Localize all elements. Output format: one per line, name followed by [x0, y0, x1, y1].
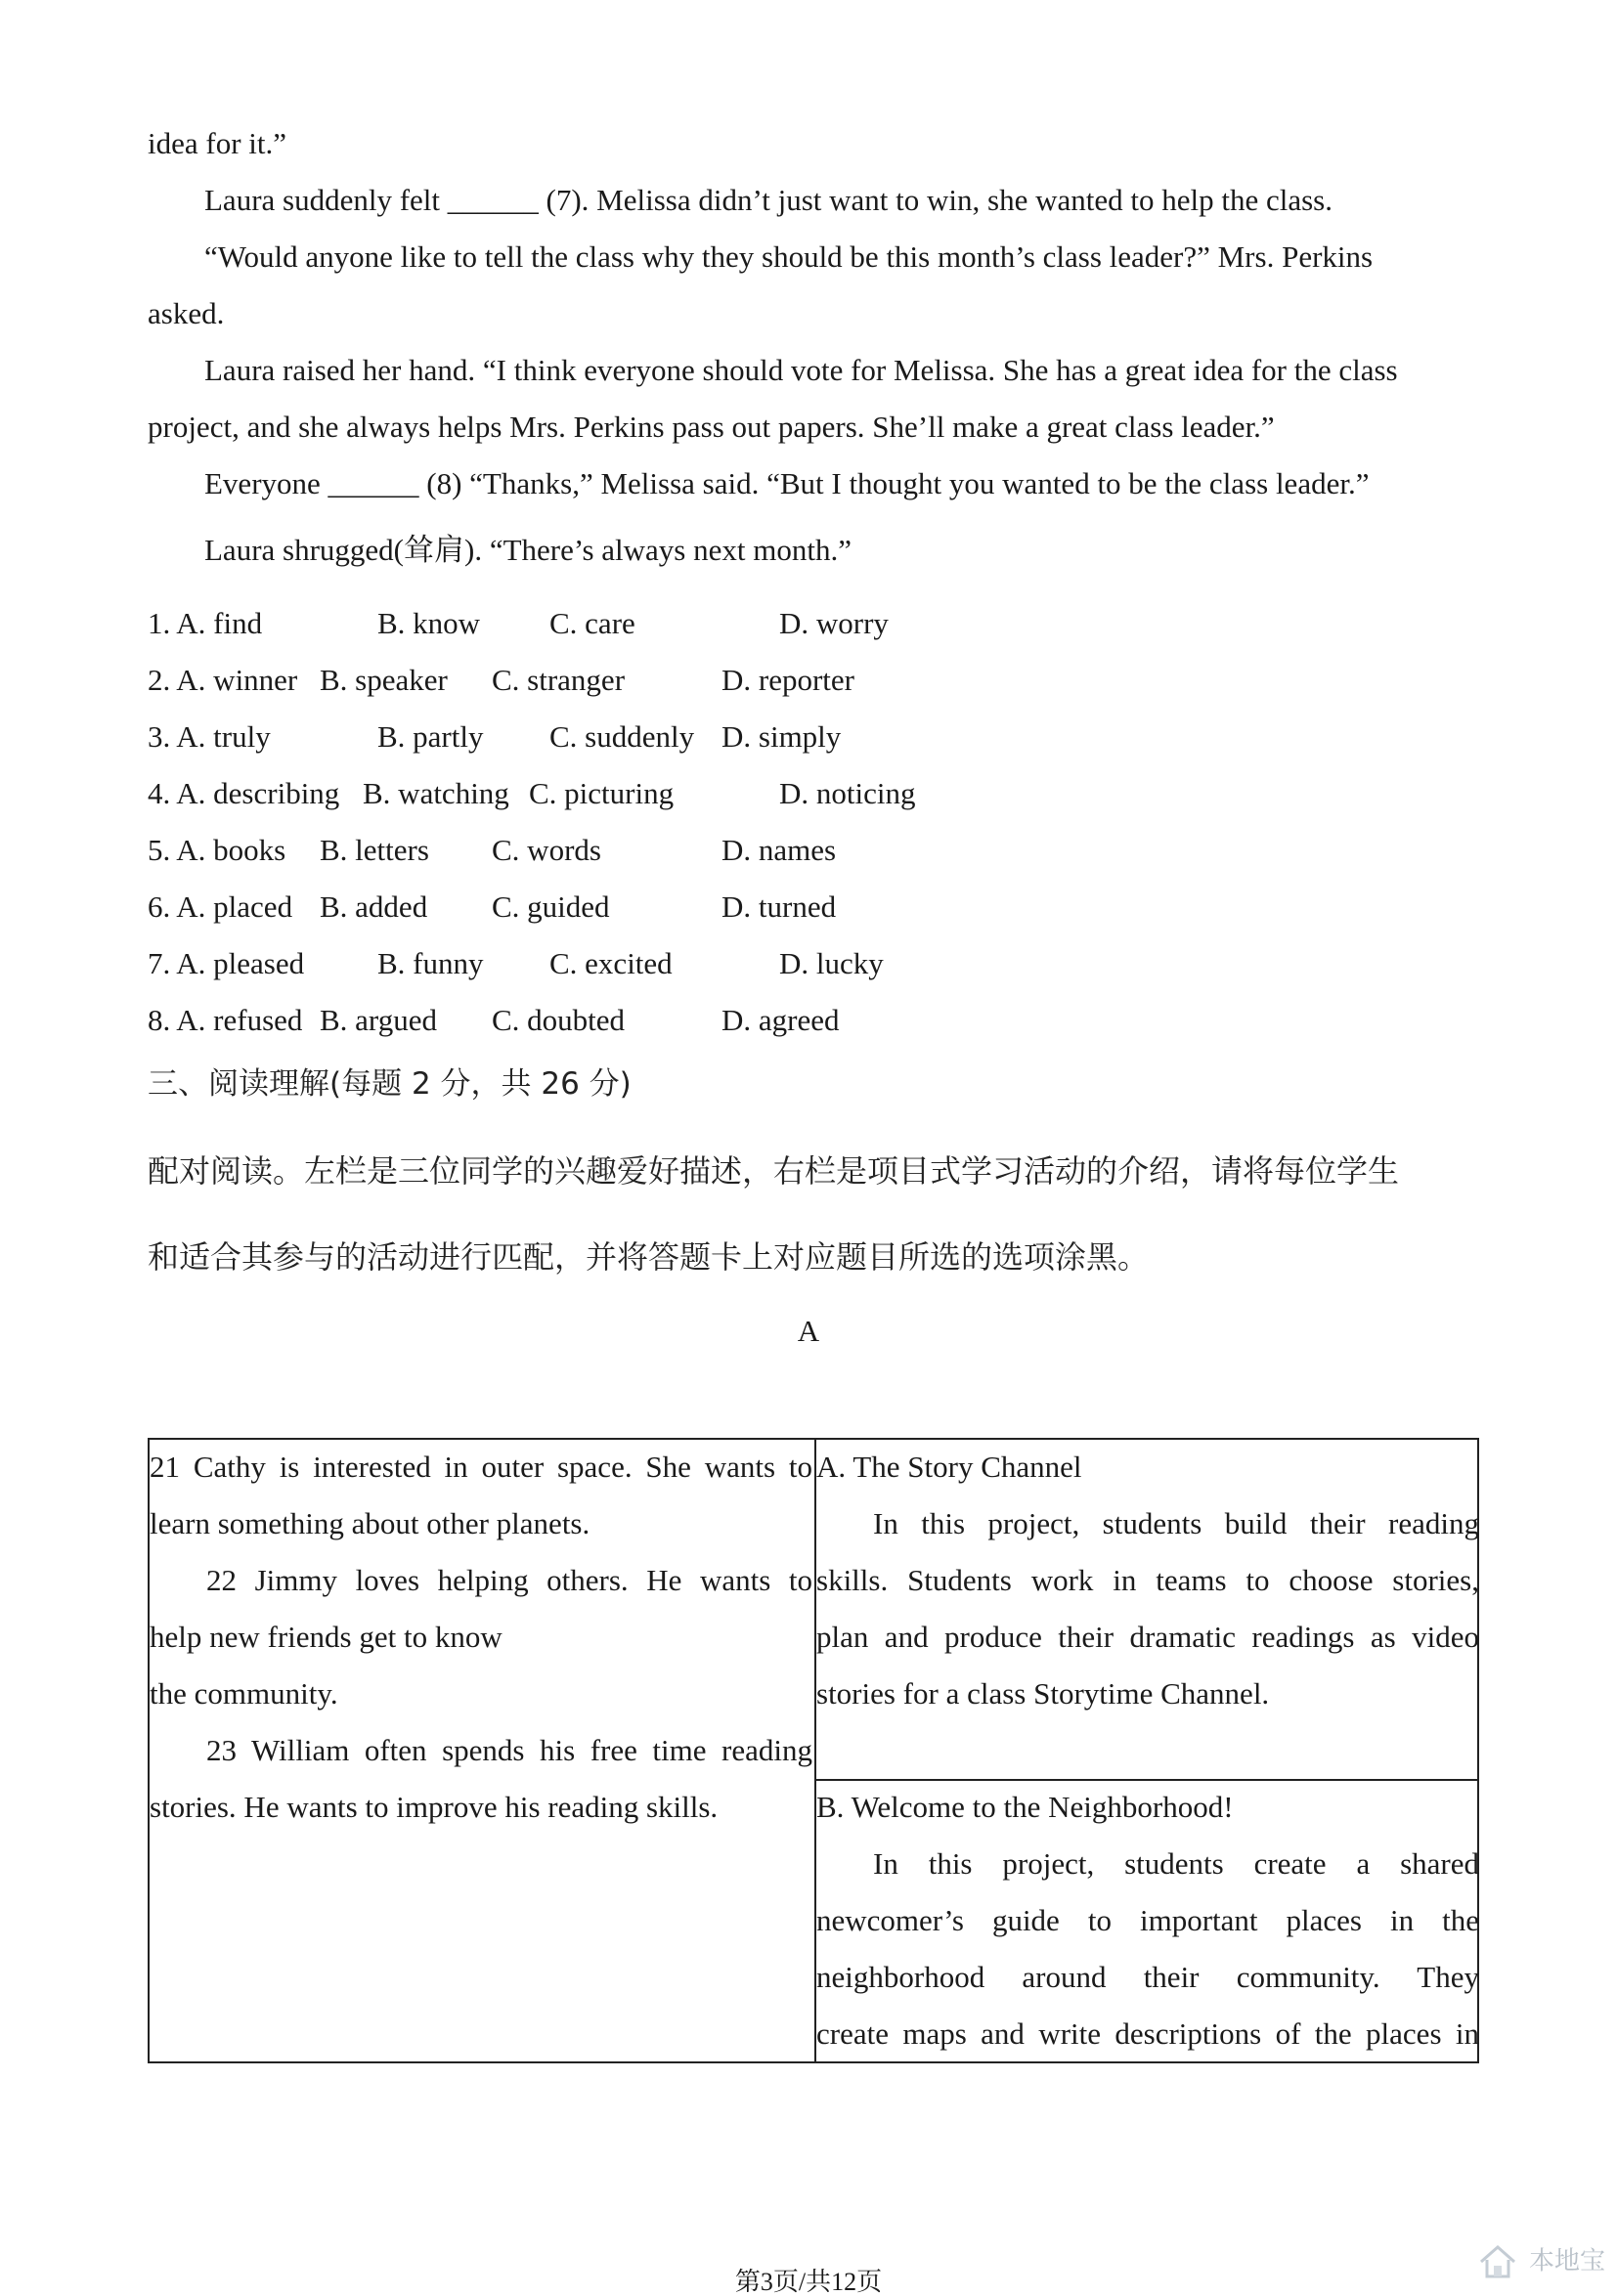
passage-line: Laura suddenly felt ______ (7). Melissa didn’t just want to win, she wanted to help the class. — [204, 183, 1333, 217]
part-label: A — [797, 1314, 820, 1348]
student-22-line: help new friends get to know — [150, 1620, 503, 1654]
student-23-line: stories. He wants to improve his reading skills. — [150, 1790, 719, 1824]
activity-a-line: skills. Students work in teams to choose stories, — [816, 1563, 1479, 1597]
table-row-divider — [816, 1779, 1477, 1781]
option-row — [148, 778, 1027, 811]
student-21-line: 21 Cathy is interested in outer space. She wants to — [150, 1450, 812, 1484]
option-a: 4. A. describing — [148, 776, 340, 810]
watermark — [1478, 2244, 1605, 2279]
option-c: C. excited — [549, 946, 673, 980]
option-d: D. turned — [721, 889, 837, 924]
option-b: B. partly — [377, 719, 484, 754]
option-c: C. doubted — [492, 1003, 626, 1037]
option-d: D. lucky — [779, 946, 884, 980]
option-row — [148, 608, 1027, 641]
activity-b-line: create maps and write descriptions of the places in — [816, 2016, 1479, 2051]
passage-line: Everyone ______ (8) “Thanks,” Melissa said. “But I thought you wanted to be the class leader.” — [204, 466, 1370, 500]
option-b: B. letters — [320, 833, 429, 867]
option-b: B. watching — [363, 776, 509, 810]
activity-b-line: newcomer’s guide to important places in the — [816, 1903, 1479, 1937]
option-a: 6. A. placed — [148, 889, 293, 924]
activity-a-title: A. The Story Channel — [816, 1450, 1082, 1484]
option-b: B. added — [320, 889, 428, 924]
student-22-line: 22 Jimmy loves helping others. He wants to — [206, 1563, 812, 1597]
passage-line: project, and she always helps Mrs. Perkins pass out papers. She’ll make a great class leader.” — [148, 410, 1275, 444]
house-icon — [1478, 2244, 1517, 2279]
activity-b-line: In this project, students create a shared — [873, 1846, 1479, 1881]
instructions-line: 配对阅读。左栏是三位同学的兴趣爱好描述，右栏是项目式学习活动的介绍，请将每位学生 — [148, 1152, 1400, 1190]
option-b: B. argued — [320, 1003, 437, 1037]
option-b: B. know — [377, 606, 481, 640]
passage-line: idea for it.” — [148, 126, 287, 160]
option-c: C. words — [492, 833, 601, 867]
activity-b-line: neighborhood around their community. They — [816, 1960, 1479, 1994]
option-d: D. names — [721, 833, 837, 867]
option-a: 2. A. winner — [148, 663, 298, 697]
option-d: D. worry — [779, 606, 889, 640]
option-b: B. speaker — [320, 663, 448, 697]
option-c: C. care — [549, 606, 635, 640]
option-c: C. picturing — [529, 776, 675, 810]
passage-line: “Would anyone like to tell the class why they should be this month’s class leader?” Mrs. Perkins — [204, 239, 1374, 274]
watermark-text: 本地宝 — [1528, 2246, 1605, 2276]
option-d: D. simply — [721, 719, 842, 754]
option-row — [148, 1005, 1027, 1038]
option-b: B. funny — [377, 946, 484, 980]
option-c: C. guided — [492, 889, 610, 924]
option-d: D. noticing — [779, 776, 916, 810]
instructions-line: 和适合其参与的活动进行匹配，并将答题卡上对应题目所选的选项涂黑。 — [148, 1238, 1150, 1276]
activity-a-line: In this project, students build their reading — [873, 1506, 1479, 1540]
page-number: 第3页/共12页 — [734, 2268, 883, 2296]
option-c: C. stranger — [492, 663, 626, 697]
activity-a-line: stories for a class Storytime Channel. — [816, 1676, 1270, 1711]
student-22-line: the community. — [150, 1676, 338, 1711]
option-d: D. agreed — [721, 1003, 840, 1037]
option-d: D. reporter — [721, 663, 854, 697]
option-a: 5. A. books — [148, 833, 286, 867]
student-23-line: 23 William often spends his free time reading — [206, 1733, 812, 1767]
option-a: 1. A. find — [148, 606, 263, 640]
passage-line: Laura shrugged(耸肩). “There’s always next month.” — [204, 533, 852, 567]
activity-b-title: B. Welcome to the Neighborhood! — [816, 1790, 1234, 1824]
section-title: 三、阅读理解(每题 2 分，共 26 分) — [148, 1066, 632, 1102]
matching-table — [148, 1438, 1479, 2063]
option-a: 8. A. refused — [148, 1003, 303, 1037]
option-c: C. suddenly — [549, 719, 695, 754]
student-21-line: learn something about other planets. — [150, 1506, 590, 1540]
option-a: 7. A. pleased — [148, 946, 305, 980]
activity-a-line: plan and produce their dramatic readings as video — [816, 1620, 1479, 1654]
option-row — [148, 665, 1027, 698]
option-row — [148, 948, 1027, 981]
passage-line: Laura raised her hand. “I think everyone should vote for Melissa. She has a great idea for the class — [204, 353, 1398, 387]
option-a: 3. A. truly — [148, 719, 271, 754]
option-row — [148, 835, 1027, 868]
passage-line: asked. — [148, 296, 225, 330]
option-row — [148, 721, 1027, 755]
option-row — [148, 891, 1027, 925]
